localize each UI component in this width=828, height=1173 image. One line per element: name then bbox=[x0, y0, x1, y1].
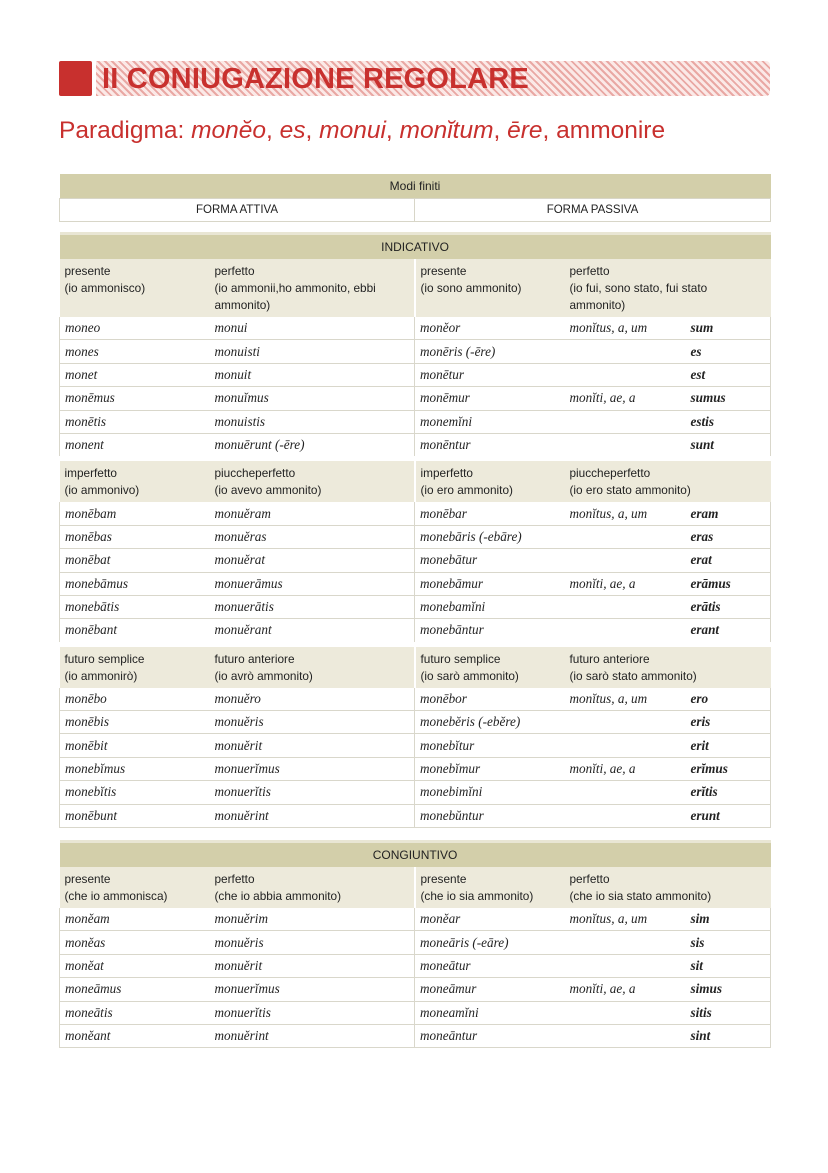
passive-participle: monĭti, ae, a bbox=[565, 387, 686, 410]
auxiliary-form: sint bbox=[686, 1024, 771, 1047]
active-form-1: monebātis bbox=[60, 595, 210, 618]
active-form-1: monent bbox=[60, 433, 210, 458]
active-form-2: monuĕrit bbox=[210, 954, 415, 977]
passive-form-1: monētur bbox=[415, 363, 565, 386]
table-row bbox=[60, 340, 771, 363]
active-form-2: monuĕras bbox=[210, 525, 415, 548]
passive-form-1: monĕar bbox=[415, 908, 565, 931]
passive-participle bbox=[565, 410, 686, 433]
tense-name: presente bbox=[420, 872, 467, 886]
passive-tense-1 bbox=[415, 259, 565, 317]
passive-form-1: moneāris (-eāre) bbox=[415, 931, 565, 954]
passive-tense-2 bbox=[565, 644, 771, 688]
passive-participle bbox=[565, 433, 686, 458]
table-row bbox=[60, 804, 771, 827]
active-form-2: monuistis bbox=[210, 410, 415, 433]
table-row bbox=[60, 908, 771, 931]
auxiliary-form: simus bbox=[686, 978, 771, 1001]
passive-participle: monĭti, ae, a bbox=[565, 978, 686, 1001]
passive-participle bbox=[565, 781, 686, 804]
auxiliary-form: sis bbox=[686, 931, 771, 954]
chapter-title: II CONIUGAZIONE REGOLARE bbox=[102, 63, 529, 95]
auxiliary-form: erit bbox=[686, 734, 771, 757]
active-tense-1 bbox=[60, 459, 210, 503]
tense-gloss: (io ammonii,ho ammonito, ebbi ammonito) bbox=[214, 281, 376, 312]
modi-finiti-label: Modi finiti bbox=[60, 174, 771, 199]
tense-gloss: (io avrò ammonito) bbox=[214, 668, 313, 683]
auxiliary-form: erunt bbox=[686, 804, 771, 827]
passive-form-1: monebimĭni bbox=[415, 781, 565, 804]
passive-participle: monĭti, ae, a bbox=[565, 572, 686, 595]
passive-form-1: monebĭtur bbox=[415, 734, 565, 757]
tense-gloss: (che io ammonisca) bbox=[64, 889, 168, 903]
auxiliary-form: sim bbox=[686, 908, 771, 931]
active-form-1: monēbis bbox=[60, 711, 210, 734]
tense-header-row bbox=[60, 259, 771, 317]
modi-finiti-header bbox=[59, 174, 771, 222]
passive-participle bbox=[565, 1001, 686, 1024]
table-row bbox=[60, 978, 771, 1001]
table-row bbox=[60, 781, 771, 804]
tense-gloss: (che io sia ammonito) bbox=[420, 889, 534, 903]
table-row bbox=[60, 595, 771, 618]
passive-form-1: monēntur bbox=[415, 433, 565, 458]
active-form-1: monēbas bbox=[60, 525, 210, 548]
tense-name: futuro anteriore bbox=[214, 651, 295, 666]
active-form-2: monuerāmus bbox=[210, 572, 415, 595]
auxiliary-form: eris bbox=[686, 711, 771, 734]
active-form-2: monuērunt (-ēre) bbox=[210, 433, 415, 458]
active-tense-2 bbox=[210, 867, 415, 908]
passive-tense-2 bbox=[565, 459, 771, 503]
passive-form-1: monebŭntur bbox=[415, 804, 565, 827]
passive-participle bbox=[565, 804, 686, 827]
tense-name: perfetto bbox=[569, 872, 610, 886]
passive-participle bbox=[565, 954, 686, 977]
table-row bbox=[60, 433, 771, 458]
auxiliary-form: erat bbox=[686, 549, 771, 572]
active-form-1: monebĭtis bbox=[60, 781, 210, 804]
tense-name: presente bbox=[420, 264, 467, 278]
paradigm-part-1: monĕo bbox=[191, 117, 267, 144]
passive-participle: monĭtus, a, um bbox=[565, 502, 686, 525]
table-row bbox=[60, 1024, 771, 1047]
passive-form-1: monebāmur bbox=[415, 572, 565, 595]
active-form-1: monētis bbox=[60, 410, 210, 433]
table-row bbox=[60, 711, 771, 734]
passive-form-1: monēbor bbox=[415, 688, 565, 711]
passive-form-1: moneātur bbox=[415, 954, 565, 977]
active-tense-2 bbox=[210, 644, 415, 688]
auxiliary-form: eram bbox=[686, 502, 771, 525]
active-form-2: monuĕris bbox=[210, 931, 415, 954]
passive-participle bbox=[565, 1024, 686, 1047]
auxiliary-form: erant bbox=[686, 619, 771, 644]
passive-tense-1 bbox=[415, 644, 565, 688]
active-tense-2 bbox=[210, 259, 415, 317]
table-row bbox=[60, 931, 771, 954]
active-form-2: monuĕrint bbox=[210, 1024, 415, 1047]
tense-name: perfetto bbox=[214, 872, 255, 886]
auxiliary-form: ero bbox=[686, 688, 771, 711]
active-form-1: monēmus bbox=[60, 387, 210, 410]
active-form-1: monebāmus bbox=[60, 572, 210, 595]
tense-header-row bbox=[60, 644, 771, 688]
active-form-2: monuit bbox=[210, 363, 415, 386]
auxiliary-form: sitis bbox=[686, 1001, 771, 1024]
active-form-1: monĕam bbox=[60, 908, 210, 931]
active-form-1: monēbit bbox=[60, 734, 210, 757]
passive-form-1: monĕor bbox=[415, 317, 565, 340]
table-row bbox=[60, 549, 771, 572]
passive-tense-2 bbox=[565, 259, 771, 317]
active-form-2: monui bbox=[210, 317, 415, 340]
active-form-2: monuerĭmus bbox=[210, 757, 415, 780]
active-form-2: monuĭmus bbox=[210, 387, 415, 410]
passive-form-1: monebāntur bbox=[415, 619, 565, 644]
tense-gloss: (io ero stato ammonito) bbox=[569, 483, 691, 498]
active-form-1: mones bbox=[60, 340, 210, 363]
auxiliary-form: estis bbox=[686, 410, 771, 433]
tense-gloss: (che io sia stato ammonito) bbox=[569, 889, 712, 903]
passive-participle bbox=[565, 931, 686, 954]
passive-tense-1 bbox=[415, 867, 565, 908]
passive-form-1: monemĭni bbox=[415, 410, 565, 433]
tense-gloss: (io sono ammonito) bbox=[420, 281, 522, 295]
table-row bbox=[60, 502, 771, 525]
paradigm-part-2: es bbox=[279, 117, 306, 144]
auxiliary-form: sit bbox=[686, 954, 771, 977]
tense-header-row bbox=[60, 459, 771, 503]
active-form-1: monēbunt bbox=[60, 804, 210, 827]
passive-participle bbox=[565, 734, 686, 757]
active-form-1: monēbo bbox=[60, 688, 210, 711]
tense-gloss: (io sarò ammonito) bbox=[420, 668, 519, 683]
auxiliary-form: erĭmus bbox=[686, 757, 771, 780]
tense-name: piuccheperfetto bbox=[569, 466, 651, 481]
table-row bbox=[60, 954, 771, 977]
tense-name: futuro anteriore bbox=[569, 651, 650, 666]
passive-form-1: monēris (-ēre) bbox=[415, 340, 565, 363]
tense-gloss: (io sarò stato ammonito) bbox=[569, 668, 697, 683]
auxiliary-form: erātis bbox=[686, 595, 771, 618]
paradigm-part-5: ēre bbox=[507, 117, 543, 144]
passive-participle: monĭtus, a, um bbox=[565, 908, 686, 931]
tense-gloss: (io ammonirò) bbox=[64, 668, 138, 683]
table-row bbox=[60, 410, 771, 433]
auxiliary-form: sumus bbox=[686, 387, 771, 410]
passive-participle bbox=[565, 711, 686, 734]
passive-participle: monĭtus, a, um bbox=[565, 317, 686, 340]
table-row bbox=[60, 688, 771, 711]
active-tense-1 bbox=[60, 867, 210, 908]
active-tense-1 bbox=[60, 644, 210, 688]
passive-form-1: monēbar bbox=[415, 502, 565, 525]
tense-header-row bbox=[60, 867, 771, 908]
passive-form-1: moneāntur bbox=[415, 1024, 565, 1047]
passive-form-1: moneāmur bbox=[415, 978, 565, 1001]
active-form-1: monĕant bbox=[60, 1024, 210, 1047]
paradigm-part-4: monĭtum bbox=[399, 117, 494, 144]
active-form-2: monuĕrim bbox=[210, 908, 415, 931]
passive-form-1: monebĕris (-ebĕre) bbox=[415, 711, 565, 734]
tense-gloss: (io avevo ammonito) bbox=[214, 483, 322, 498]
tense-name: perfetto bbox=[569, 264, 610, 278]
passive-form-1: monebātur bbox=[415, 549, 565, 572]
auxiliary-form: est bbox=[686, 363, 771, 386]
table-row bbox=[60, 757, 771, 780]
section-title: CONGIUNTIVO bbox=[60, 842, 771, 868]
active-form-2: monuĕrit bbox=[210, 734, 415, 757]
active-form-1: monĕat bbox=[60, 954, 210, 977]
passive-form-1: monebĭmur bbox=[415, 757, 565, 780]
tense-name: perfetto bbox=[214, 264, 255, 278]
auxiliary-form: sum bbox=[686, 317, 771, 340]
active-form-2: monuĕrant bbox=[210, 619, 415, 644]
section-title: INDICATIVO bbox=[60, 234, 771, 260]
tense-gloss: (io ero ammonito) bbox=[420, 483, 513, 498]
tense-name: futuro semplice bbox=[420, 651, 501, 666]
banner-square bbox=[59, 61, 92, 96]
auxiliary-form: sunt bbox=[686, 433, 771, 458]
indicativo-table bbox=[59, 232, 771, 828]
active-form-2: monuerĭtis bbox=[210, 1001, 415, 1024]
table-row bbox=[60, 619, 771, 644]
passive-participle: monĭti, ae, a bbox=[565, 757, 686, 780]
auxiliary-form: erĭtis bbox=[686, 781, 771, 804]
active-form-1: monet bbox=[60, 363, 210, 386]
table-row bbox=[60, 1001, 771, 1024]
active-form-2: monuerĭmus bbox=[210, 978, 415, 1001]
passive-tense-1 bbox=[415, 459, 565, 503]
auxiliary-form: erāmus bbox=[686, 572, 771, 595]
active-form-2: monuisti bbox=[210, 340, 415, 363]
paradigm-meaning: ammonire bbox=[556, 117, 666, 144]
active-form-1: monĕas bbox=[60, 931, 210, 954]
auxiliary-form: es bbox=[686, 340, 771, 363]
tense-gloss: (io ammonivo) bbox=[64, 483, 140, 498]
paradigm-part-3: monui bbox=[319, 117, 386, 144]
active-form-2: monuĕris bbox=[210, 711, 415, 734]
passive-form-1: monēmur bbox=[415, 387, 565, 410]
passive-participle: monĭtus, a, um bbox=[565, 688, 686, 711]
table-row bbox=[60, 317, 771, 340]
paradigm-line: Paradigma: monĕo, es, monui, monĭtum, ēre, ammonire bbox=[59, 117, 666, 144]
paradigm-label: Paradigma: bbox=[59, 117, 185, 144]
passive-form-1: moneamĭni bbox=[415, 1001, 565, 1024]
active-form-1: monēbat bbox=[60, 549, 210, 572]
active-form-2: monuĕrat bbox=[210, 549, 415, 572]
active-tense-2 bbox=[210, 459, 415, 503]
active-form-1: monēbant bbox=[60, 619, 210, 644]
table-row bbox=[60, 363, 771, 386]
forma-attiva-label: FORMA ATTIVA bbox=[60, 199, 415, 222]
active-form-2: monuĕro bbox=[210, 688, 415, 711]
passive-participle bbox=[565, 363, 686, 386]
congiuntivo-table bbox=[59, 840, 771, 1048]
active-form-1: moneāmus bbox=[60, 978, 210, 1001]
active-form-1: moneātis bbox=[60, 1001, 210, 1024]
passive-tense-2 bbox=[565, 867, 771, 908]
passive-participle bbox=[565, 525, 686, 548]
active-form-2: monuĕram bbox=[210, 502, 415, 525]
active-tense-1 bbox=[60, 259, 210, 317]
active-form-1: monēbam bbox=[60, 502, 210, 525]
tense-name: futuro semplice bbox=[64, 651, 145, 666]
tense-name: piuccheperfetto bbox=[214, 466, 296, 481]
tense-gloss: (che io abbia ammonito) bbox=[214, 889, 342, 903]
tense-gloss: (io ammonisco) bbox=[64, 281, 146, 295]
passive-participle bbox=[565, 340, 686, 363]
tense-name: imperfetto bbox=[64, 466, 117, 481]
passive-participle bbox=[565, 549, 686, 572]
forma-passiva-label: FORMA PASSIVA bbox=[415, 199, 771, 222]
active-form-1: moneo bbox=[60, 317, 210, 340]
tense-name: presente bbox=[64, 872, 111, 886]
active-form-1: monebĭmus bbox=[60, 757, 210, 780]
chapter-banner bbox=[59, 61, 770, 96]
table-row bbox=[60, 734, 771, 757]
tense-name: imperfetto bbox=[420, 466, 473, 481]
table-row bbox=[60, 387, 771, 410]
active-form-2: monuerĭtis bbox=[210, 781, 415, 804]
table-row bbox=[60, 572, 771, 595]
passive-participle bbox=[565, 619, 686, 644]
table-row bbox=[60, 525, 771, 548]
passive-participle bbox=[565, 595, 686, 618]
tense-gloss: (io fui, sono stato, fui stato ammonito) bbox=[569, 281, 708, 312]
tense-name: presente bbox=[64, 264, 111, 278]
passive-form-1: monebāris (-ebāre) bbox=[415, 525, 565, 548]
active-form-2: monuerātis bbox=[210, 595, 415, 618]
auxiliary-form: eras bbox=[686, 525, 771, 548]
active-form-2: monuĕrint bbox=[210, 804, 415, 827]
passive-form-1: monebamĭni bbox=[415, 595, 565, 618]
